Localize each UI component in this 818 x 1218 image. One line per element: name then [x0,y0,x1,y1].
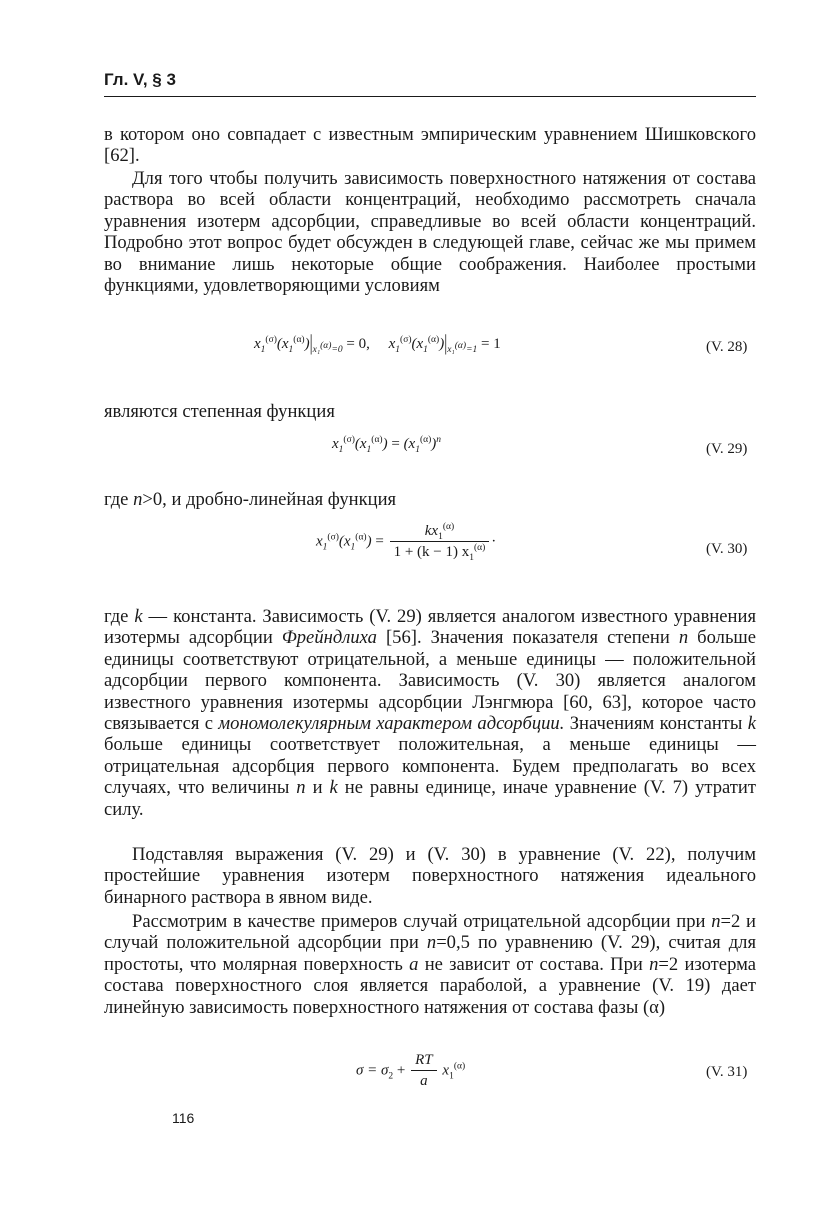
eq29-exponent: n [436,435,442,445]
running-head: Гл. V, § 3 [104,70,176,89]
equation-v30: $x_1^{(\sigma)}(x_1^{(\alpha)})$ = $\frac{kx_1^{(\alpha)}}{1 + (k - 1) x_1^{(\alpha)}}$ · [316,522,497,563]
equation-number-v29: (V. 29) [706,441,748,457]
paragraph-2: Для того чтобы получить зависимость поверхностного натяжения от состава раствора во всей области концентраций, необходимо рассмотреть сначала уравнения изотерм адсорбции, справедливые во всей области концентраций. Подробно этот вопрос будет обсужден в следующей главе, сейчас же мы примем во внимание лишь некоторые общие соображения. Наиболее простыми функциями, удовлетворяющими условиям [104,168,756,297]
eq30-denominator: 1 + (k − 1) x [393,544,470,560]
eq28-cond-a: = 0, [346,336,370,352]
paragraph-6: Подставляя выражения (V. 29) и (V. 30) в уравнение (V. 22), получим простейшие уравнения изотерм поверхностного натяжения идеального бинарного раствора в явном виде. [104,844,756,908]
equation-number-v28: (V. 28) [706,339,748,355]
eq30-numerator: kx [424,523,439,539]
eq31-lhs: σ = σ [356,1062,389,1079]
paragraph-7: Рассмотрим в качестве примеров случай отрицательной адсорбции при n=2 и случай положительной адсорбции при n=0,5 по уравнению (V. 29), считая для простоты, что молярная поверхность a не зависит от состава. При n=2 изотерма состава поверхностного слоя является параболой, а уравнение (V. 19) дает линейную зависимость поверхностного натяжения от состава фазы (α) [104,911,756,1018]
equation-v31: $\sigma = \sigma_2$ + $\frac{RT}{a}$ $x_1^{(\alpha)}$ [356,1052,466,1089]
paragraph-3: являются степенная функция [104,401,335,422]
equation-v29: $x_1^{(\sigma)}(x_1^{(\alpha)}) = (x_1^{(\alpha)})^n$ [332,435,442,455]
eq31-denominator: a [420,1073,428,1089]
page-number: 116 [172,1110,195,1126]
paragraph-4: где n>0, и дробно-линейная функция [104,489,397,510]
equation-number-v30: (V. 30) [706,541,748,557]
eq31-numerator: RT [411,1052,437,1071]
eq28-cond-b: = 1 [481,336,501,352]
paragraph-5: где k — константа. Зависимость (V. 29) является аналогом известного уравнения изотермы адсорбции Фрейндлиха [56]. Значения показателя степени n больше единицы соответствуют отрицательной, а меньше единицы — положительной адсорбции первого компонента. Зависимость (V. 30) является аналогом известного уравнения изотермы адсорбции Лэнгмюра [60, 63], которое часто связывается с мономолекулярным характером адсорбции. Значениям константы k больше единицы соответствует положительная, а меньше единицы — отрицательная адсорбция первого компонента. Будем предполагать во всех случаях, что величины n и k не равны единице, иначе уравнение (V. 7) утратит силу. [104,606,757,820]
eq30-fraction: $\frac{kx_1^{(\alpha)}}{1 + (k - 1) x_1^{(\alpha)}}$ [390,523,490,561]
header-rule [104,96,756,97]
paragraph-1: в котором оно совпадает с известным эмпирическим уравнением Шишковского [62]. [104,124,756,167]
equation-number-v31: (V. 31) [706,1064,748,1080]
equation-v28: $x_1^{(\sigma)}(x_1^{(\alpha)})|_{x_1^{(\alpha)}=0} = 0$, $x_1^{(\sigma)}(x_1^{(\alpha)})|_{x_1^{(\alpha)}=1} = 1$ [254,331,501,356]
eq31-fraction [411,1052,437,1090]
